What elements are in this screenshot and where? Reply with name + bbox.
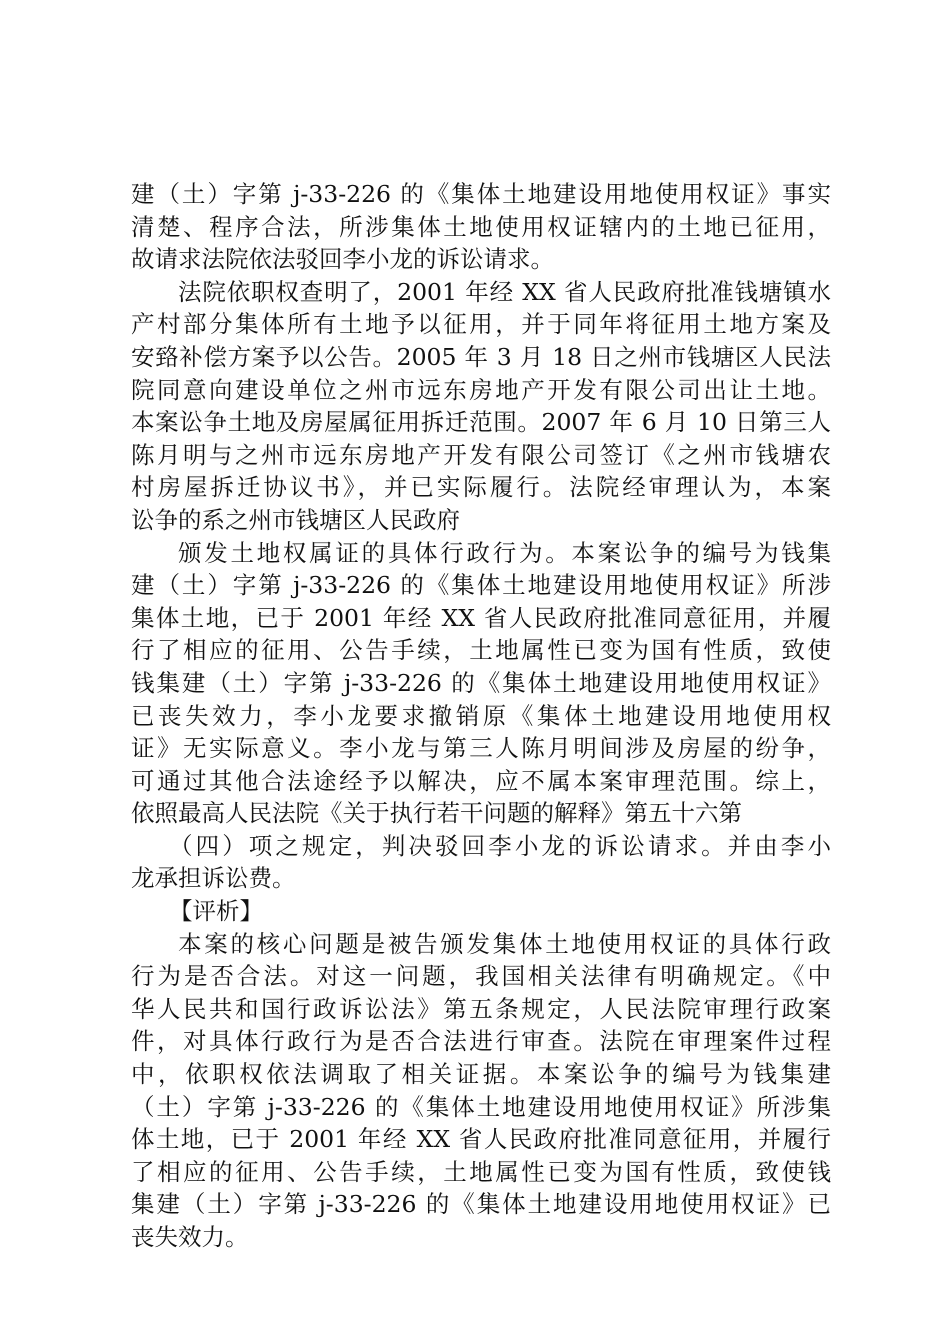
text-line: 颁发土地权属证的具体行政行为。本案讼争的编号为钱集 <box>178 538 831 567</box>
text-line: 丧失效力。 <box>131 1223 249 1251</box>
text-line: 钱集建（土）字第 j-33-226 的《集体土地建设用地使用权证》 <box>131 668 831 697</box>
text-line: 行为是否合法。对这一问题，我国相关法律有明确规定。《中 <box>131 962 831 991</box>
text-line: 华人民共和国行政诉讼法》第五条规定，人民法院审理行政案 <box>131 994 831 1023</box>
text-line: 件，对具体行政行为是否合法进行审查。法院在审理案件过程 <box>131 1027 831 1056</box>
text-line: 村房屋拆迁协议书》，并已实际履行。法院经审理认为，本案 <box>131 473 831 502</box>
text-line: 建（土）字第 j-33-226 的《集体土地建设用地使用权证》事实 <box>131 180 831 208</box>
text-line: 陈月明与之州市远东房地产开发有限公司签订《之州市钱塘农 <box>131 440 831 469</box>
text-line: 了相应的征用、公告手续，土地属性已变为国有性质，致使钱 <box>131 1157 831 1186</box>
text-line: 产村部分集体所有土地予以征用，并于同年将征用土地方案及 <box>131 310 831 339</box>
text-line: 证》无实际意义。李小龙与第三人陈月明间涉及房屋的纷争， <box>131 734 831 763</box>
text-line: （土）字第 j-33-226 的《集体土地建设用地使用权证》所涉集 <box>131 1092 831 1121</box>
text-line: 建（土）字第 j-33-226 的《集体土地建设用地使用权证》所涉 <box>131 571 831 600</box>
text-line: 法院依职权查明了，2001 年经 XX 省人民政府批准钱塘镇水 <box>178 277 831 306</box>
text-line: 本案的核心问题是被告颁发集体土地使用权证的具体行政 <box>178 929 831 958</box>
text-line: 集建（土）字第 j-33-226 的《集体土地建设用地使用权证》已 <box>131 1190 831 1219</box>
text-line: 安臵补偿方案予以公告。2005 年 3 月 18 日之州市钱塘区人民法 <box>131 342 831 371</box>
text-line: （四）项之规定，判决驳回李小龙的诉讼请求。并由李小 <box>169 831 831 860</box>
text-line: 集体土地，已于 2001 年经 XX 省人民政府批准同意征用，并履 <box>131 603 831 632</box>
text-line: 行了相应的征用、公告手续，土地属性已变为国有性质，致使 <box>131 636 831 665</box>
text-line: 已丧失效力，李小龙要求撤销原《集体土地建设用地使用权 <box>131 701 831 730</box>
text-line: 依照最高人民法院《关于执行若干问题的解释》第五十六第 <box>131 799 742 828</box>
text-line: 院同意向建设单位之州市远东房地产开发有限公司出让土地。 <box>131 375 831 404</box>
text-line: 讼争的系之州市钱塘区人民政府 <box>131 505 460 534</box>
text-line: 可通过其他合法途经予以解决，应不属本案审理范围。综上， <box>131 766 831 795</box>
text-line: 体土地，已于 2001 年经 XX 省人民政府批准同意征用，并履行 <box>131 1125 831 1154</box>
text-line: 清楚、程序合法，所涉集体土地使用权证辖内的土地已征用， <box>131 212 831 241</box>
text-line: 龙承担诉讼费。 <box>131 864 296 893</box>
text-line: 本案讼争土地及房屋属征用拆迁范围。2007 年 6 月 10 日第三人 <box>131 408 831 437</box>
body-text <box>131 178 831 1254</box>
section-heading: 【评析】 <box>169 897 263 926</box>
text-line: 中，依职权依法调取了相关证据。本案讼争的编号为钱集建 <box>131 1060 831 1089</box>
text-line: 故请求法院依法驳回李小龙的诉讼请求。 <box>131 245 554 274</box>
